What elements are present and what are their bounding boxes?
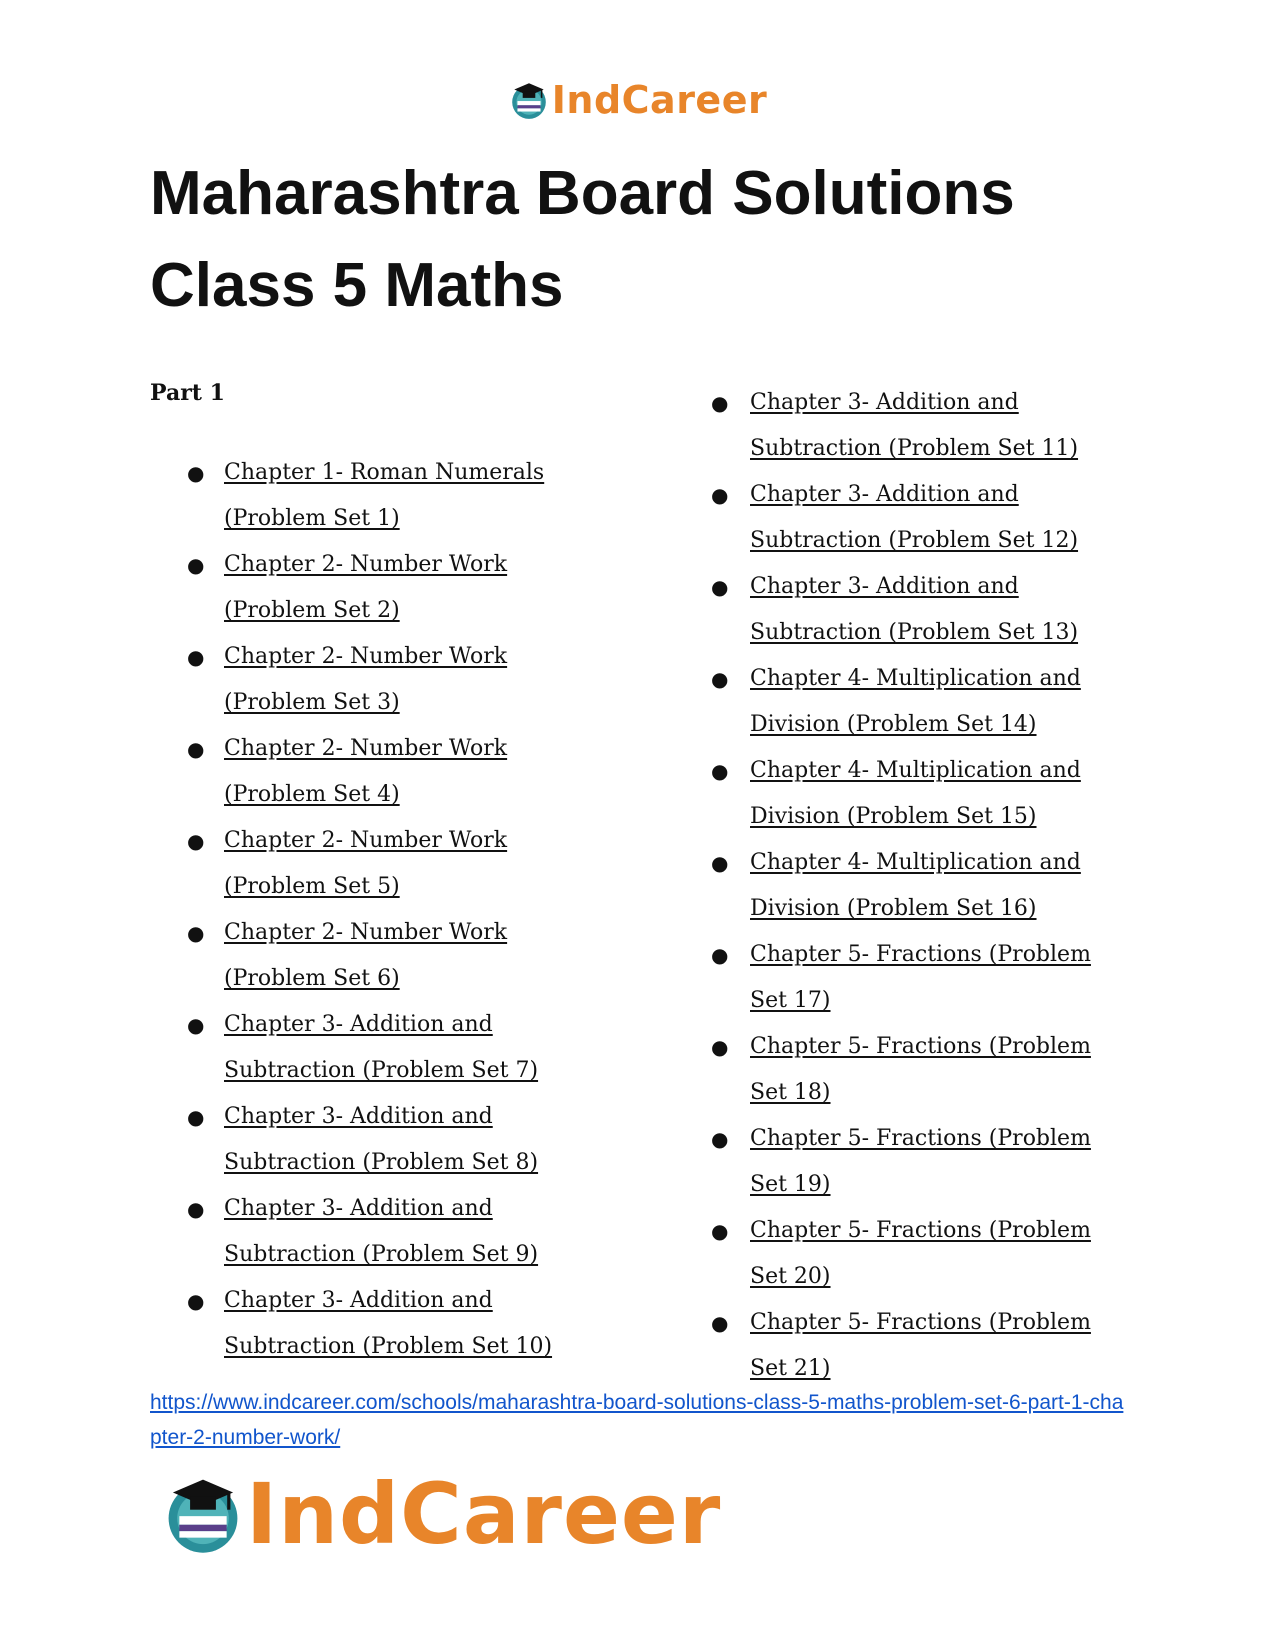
bullet-icon: ● (711, 1127, 729, 1151)
page-title-line-2: Class 5 Maths (150, 251, 564, 320)
list-item (675, 1116, 1145, 1208)
list-item (675, 656, 1145, 748)
list-item (675, 1208, 1145, 1300)
chapter-link[interactable]: Chapter 2- Number Work (Problem Set 4) (224, 736, 508, 807)
right-chapter-list (675, 380, 1145, 1392)
bullet-icon: ● (187, 1013, 205, 1037)
list-item (675, 748, 1145, 840)
list-item (150, 726, 570, 818)
bullet-icon: ● (187, 921, 205, 945)
bullet-icon: ● (711, 483, 729, 507)
bullet-icon: ● (711, 575, 729, 599)
header-logo-text: IndCareer (551, 78, 768, 122)
bullet-icon: ● (711, 759, 729, 783)
chapter-link[interactable]: Chapter 1- Roman Numerals (Problem Set 1) (224, 460, 545, 531)
part-label: Part 1 (150, 380, 225, 406)
chapter-link[interactable]: Chapter 3- Addition and Subtraction (Problem Set 7) (224, 1012, 539, 1083)
bullet-icon: ● (187, 829, 205, 853)
list-item (675, 564, 1145, 656)
list-item (150, 818, 570, 910)
list-item (675, 840, 1145, 932)
list-item (150, 1002, 570, 1094)
chapter-link[interactable]: Chapter 4- Multiplication and Division (Problem Set 16) (750, 850, 1081, 921)
chapter-link[interactable]: Chapter 3- Addition and Subtraction (Problem Set 9) (224, 1196, 539, 1267)
chapter-link[interactable]: Chapter 5- Fractions (Problem Set 21) (750, 1310, 1091, 1381)
bullet-icon: ● (187, 1105, 205, 1129)
bullet-icon: ● (711, 943, 729, 967)
bullet-icon: ● (187, 553, 205, 577)
bullet-icon: ● (187, 1289, 205, 1313)
footer-logo-text: IndCareer (246, 1465, 722, 1563)
bullet-icon: ● (187, 737, 205, 761)
chapter-link[interactable]: Chapter 2- Number Work (Problem Set 6) (224, 920, 508, 991)
list-item (150, 634, 570, 726)
bullet-icon: ● (711, 1311, 729, 1335)
chapter-link[interactable]: Chapter 2- Number Work (Problem Set 2) (224, 552, 508, 623)
chapter-link[interactable]: Chapter 5- Fractions (Problem Set 20) (750, 1218, 1091, 1289)
list-item (150, 1278, 570, 1370)
bullet-icon: ● (711, 1219, 729, 1243)
footer-logo (160, 1465, 721, 1563)
chapter-link[interactable]: Chapter 2- Number Work (Problem Set 5) (224, 828, 508, 899)
bullet-icon: ● (187, 461, 205, 485)
list-item (675, 1024, 1145, 1116)
source-url-link[interactable]: https://www.indcareer.com/schools/maharashtra-board-solutions-class-5-maths-problem-set-6-part-1-chapter-2-number-work/ (150, 1391, 1124, 1449)
list-item (150, 450, 570, 542)
bullet-icon: ● (711, 851, 729, 875)
chapter-link[interactable]: Chapter 5- Fractions (Problem Set 19) (750, 1126, 1091, 1197)
chapter-link[interactable]: Chapter 3- Addition and Subtraction (Problem Set 13) (750, 574, 1079, 645)
chapter-link[interactable]: Chapter 4- Multiplication and Division (Problem Set 14) (750, 666, 1081, 737)
bullet-icon: ● (711, 667, 729, 691)
list-item (675, 1300, 1145, 1392)
graduation-cap-book-globe-icon (508, 79, 550, 121)
list-item (150, 1094, 570, 1186)
bullet-icon: ● (187, 1197, 205, 1221)
chapter-link[interactable]: Chapter 5- Fractions (Problem Set 17) (750, 942, 1091, 1013)
left-chapter-list (150, 450, 570, 1370)
chapter-link[interactable]: Chapter 3- Addition and Subtraction (Problem Set 10) (224, 1288, 553, 1359)
page-title (150, 148, 1150, 332)
chapter-link[interactable]: Chapter 3- Addition and Subtraction (Problem Set 11) (750, 390, 1079, 461)
bullet-icon: ● (711, 1035, 729, 1059)
list-item (150, 910, 570, 1002)
bullet-icon: ● (187, 645, 205, 669)
header-logo (0, 78, 1275, 122)
list-item (675, 380, 1145, 472)
page-title-line-1: Maharashtra Board Solutions (150, 159, 1015, 228)
chapter-link[interactable]: Chapter 2- Number Work (Problem Set 3) (224, 644, 508, 715)
list-item (150, 542, 570, 634)
bullet-icon: ● (711, 391, 729, 415)
list-item (675, 472, 1145, 564)
chapter-link[interactable]: Chapter 3- Addition and Subtraction (Problem Set 12) (750, 482, 1079, 553)
chapter-link[interactable]: Chapter 5- Fractions (Problem Set 18) (750, 1034, 1091, 1105)
graduation-cap-book-globe-icon (160, 1471, 246, 1557)
list-item (150, 1186, 570, 1278)
chapter-link[interactable]: Chapter 4- Multiplication and Division (Problem Set 15) (750, 758, 1081, 829)
chapter-link[interactable]: Chapter 3- Addition and Subtraction (Problem Set 8) (224, 1104, 539, 1175)
list-item (675, 932, 1145, 1024)
